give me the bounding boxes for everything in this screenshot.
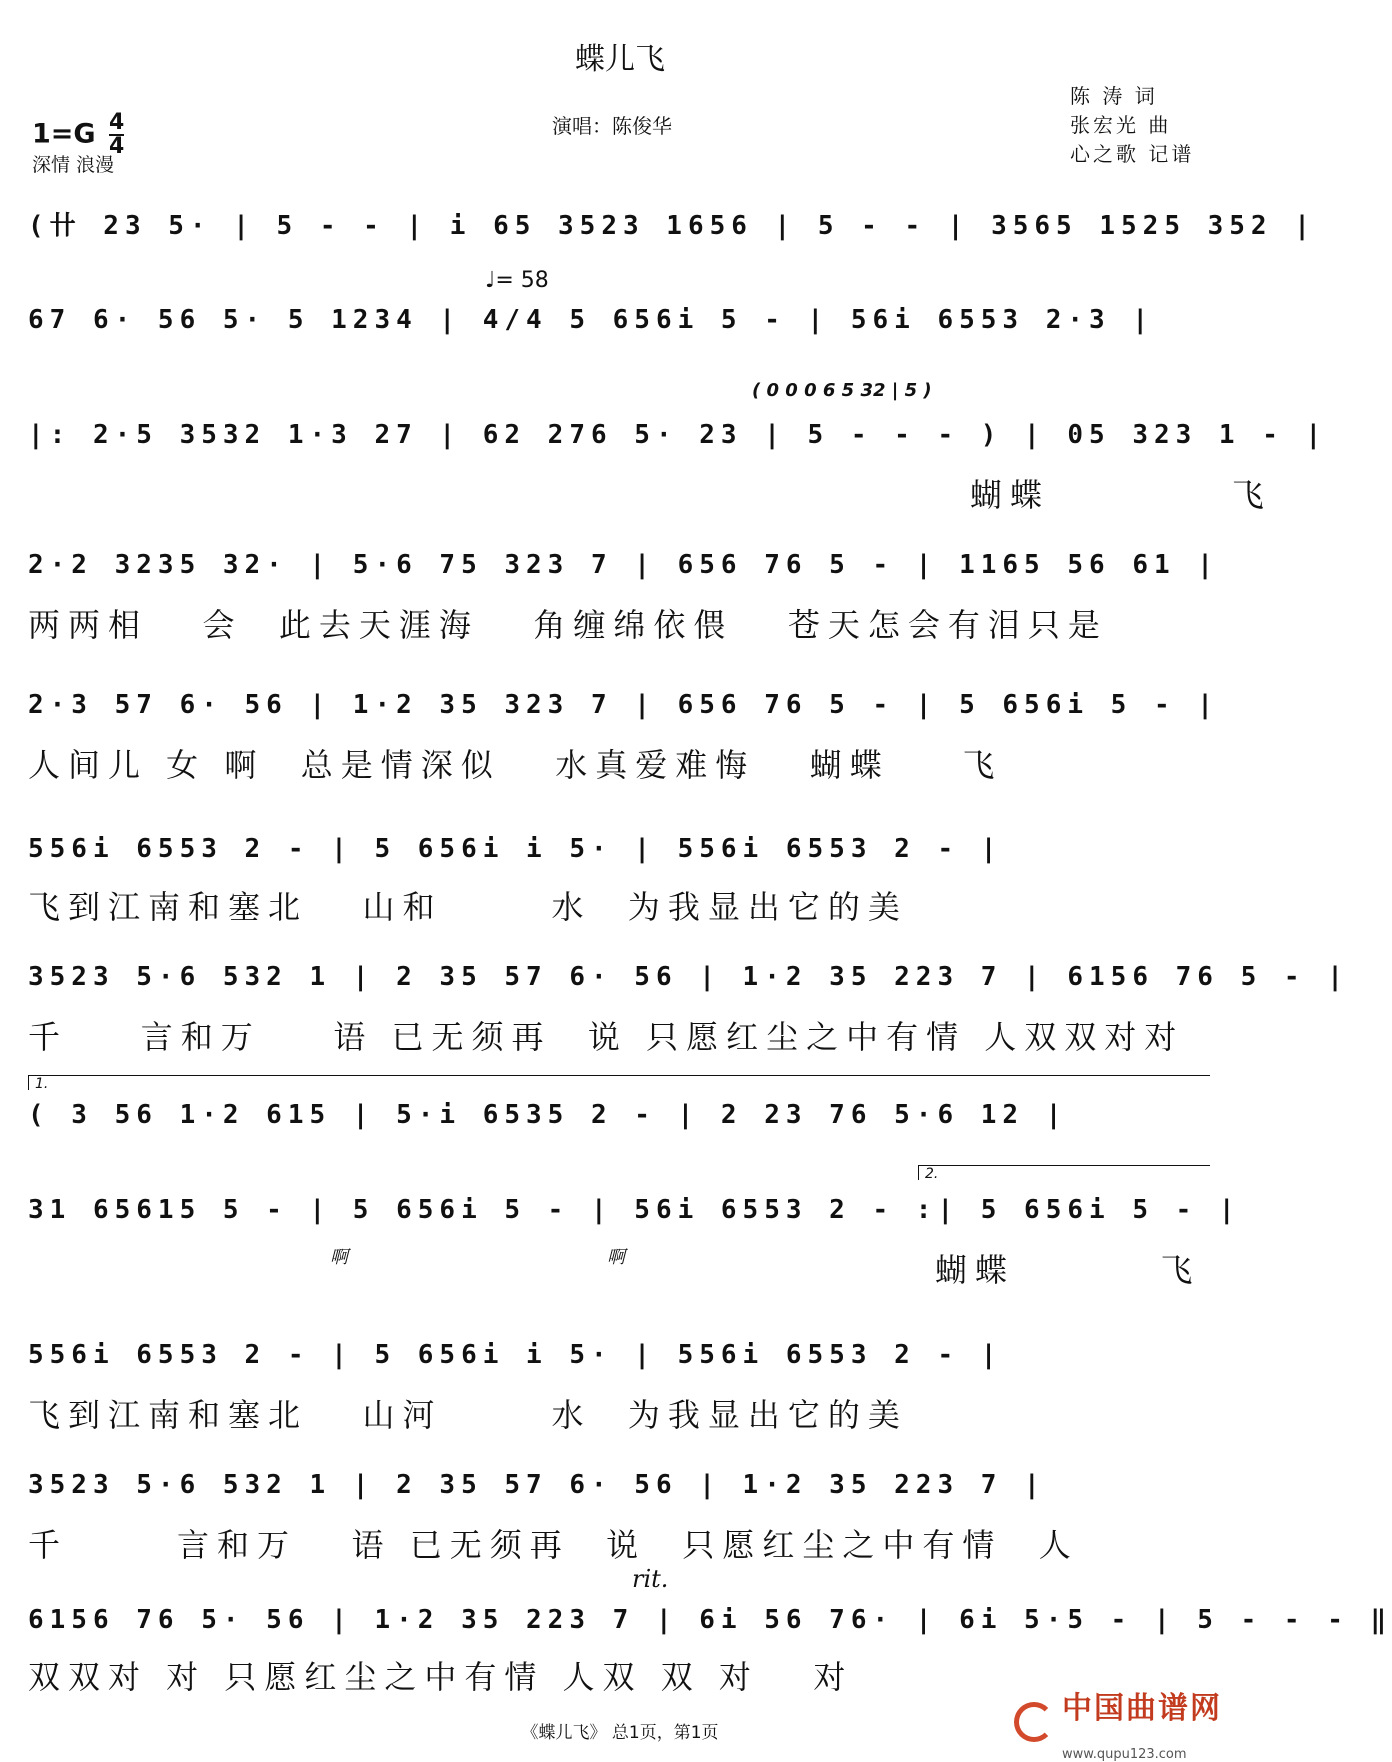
- lyric-line-7: 千 言和万 语 已无须再 说 只愿红尘之中有情 人双双对对: [28, 1018, 1185, 1056]
- site-name: 中国曲谱网: [1062, 1690, 1222, 1726]
- staff-line-2: 67 6· 56 5· 5 1234 | 4/4 5 656i 5 - | 56i 6553 2·3 |: [28, 305, 1154, 335]
- second-ending-bracket: 2.: [918, 1165, 1210, 1180]
- site-watermark: [1014, 1690, 1222, 1762]
- staff-line-6: 556i 6553 2 - | 5 656i i 5· | 556i 6553 2 - |: [28, 834, 1003, 864]
- lyric-line-10: 飞到江南和塞北 山河 水 为我显出它的美: [28, 1396, 908, 1434]
- lyricist-credit: 陈 涛 词: [1070, 84, 1158, 108]
- site-url: www.qupu123.com: [1062, 1746, 1187, 1762]
- lyric-line-3: 蝴蝶 飞: [970, 476, 1272, 514]
- first-ending-bracket: 1.: [28, 1075, 1210, 1090]
- ah-lyric-1: 啊: [330, 1247, 348, 1268]
- staff-line-3: |: 2·5 3532 1·3 27 | 62 276 5· 23 | 5 - - - ) | 05 323 1 - |: [28, 420, 1328, 450]
- key-text: 1=G: [32, 118, 96, 150]
- lyric-line-5: 人间儿 女 啊 总是情深似 水真爱难悔 蝴蝶 飞: [28, 746, 1003, 784]
- lyric-line-4: 两两相 会 此去天涯海 角缠绵依偎 苍天怎会有泪只是: [28, 606, 1108, 644]
- staff-line-10: 556i 6553 2 - | 5 656i i 5· | 556i 6553 2 - |: [28, 1340, 1003, 1370]
- intro-cue: ( 0 0 0 6 5 32 | 5 ): [752, 380, 932, 401]
- expression-mark: 深情 浪漫: [32, 154, 115, 176]
- staff-line-1: (卄 23 5· | 5 - - | i 65 3523 1656 | 5 - - | 3565 1525 352 |: [28, 211, 1316, 241]
- lyric-line-12: 双双对 对 只愿红尘之中有情 人双 双 对 对: [28, 1658, 854, 1696]
- staff-line-7: 3523 5·6 532 1 | 2 35 57 6· 56 | 1·2 35 223 7 | 6156 76 5 - |: [28, 962, 1349, 992]
- time-bottom: 4: [108, 134, 125, 159]
- staff-line-4: 2·2 3235 32· | 5·6 75 323 7 | 656 76 5 - | 1165 56 61 |: [28, 550, 1219, 580]
- ritardando-mark: rit.: [632, 1565, 669, 1593]
- time-top: 4: [108, 110, 125, 135]
- page-footer: 《蝶儿飞》 总1页，第1页: [521, 1723, 719, 1743]
- composer-credit: 张宏光 曲: [1070, 113, 1172, 137]
- site-logo-icon: [1014, 1702, 1054, 1742]
- tempo-mark: ♩= 58: [485, 268, 549, 293]
- staff-line-11: 3523 5·6 532 1 | 2 35 57 6· 56 | 1·2 35 223 7 |: [28, 1470, 1046, 1500]
- staff-line-8: ( 3 56 1·2 615 | 5·i 6535 2 - | 2 23 76 5·6 12 |: [28, 1100, 1068, 1130]
- score-title: 蝶儿飞: [575, 42, 665, 77]
- staff-line-12: 6156 76 5· 56 | 1·2 35 223 7 | 6i 56 76· | 6i 5·5 - | 5 - - - ‖: [28, 1605, 1392, 1635]
- staff-line-9: 31 65615 5 - | 5 656i 5 - | 56i 6553 2 - :| 5 656i 5 - |: [28, 1195, 1241, 1225]
- staff-line-5: 2·3 57 6· 56 | 1·2 35 323 7 | 656 76 5 - | 5 656i 5 - |: [28, 690, 1219, 720]
- lyric-line-9: 蝴蝶 飞: [935, 1251, 1201, 1289]
- lyric-line-11: 千 言和万 语 已无须再 说 只愿红尘之中有情 人: [28, 1526, 1079, 1564]
- ah-lyric-2: 啊: [607, 1247, 625, 1268]
- lyric-line-6: 飞到江南和塞北 山和 水 为我显出它的美: [28, 888, 908, 926]
- credits-block: [1070, 82, 1194, 169]
- transcriber-credit: 心之歌 记谱: [1070, 142, 1195, 166]
- singer-credit: 演唱：陈俊华: [552, 114, 672, 138]
